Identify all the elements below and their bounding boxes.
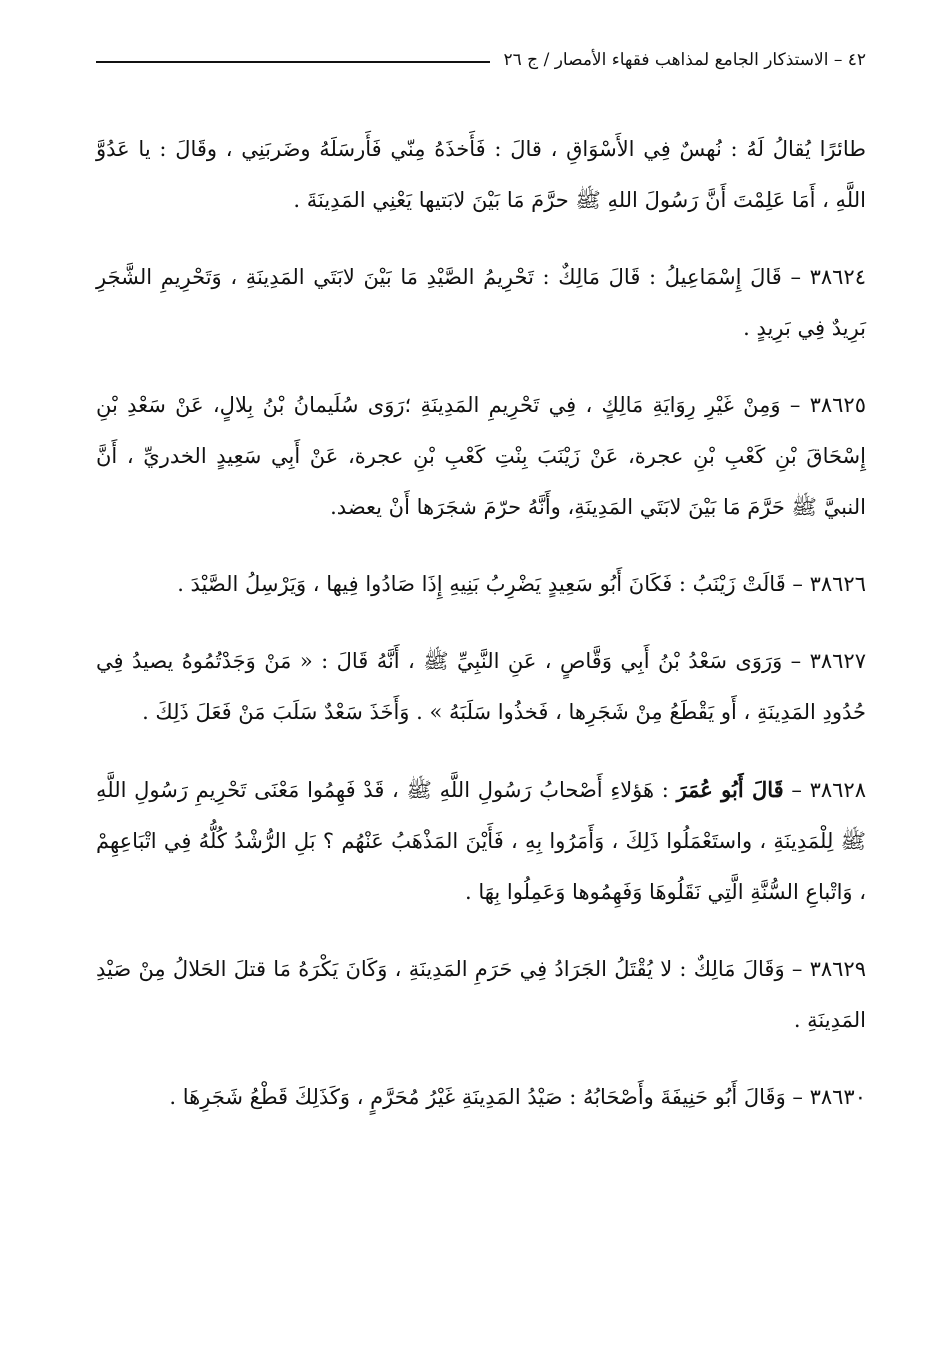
paragraph-38626 [96,559,866,610]
paragraph-text: – قَالَتْ زَيْنَبُ : فَكَانَ أَبُو سَعِيدٍ يَضْرِبُ بَنِيهِ إِذَا صَادُوا فِيها ، وَيَرْسِلُ الصَّيْدَ . [177,572,810,596]
paragraph-number: ٣٨٦٢٩ [809,957,866,981]
header-title: ٤٢ – الاستذكار الجامع لمذاهب فقهاء الأمصار / ج ٢٦ [503,50,866,70]
paragraph-text: : هَؤلاءِ أَصْحابُ رَسُولِ اللَّهِ ﷺ ، قَدْ فَهِمُوا مَعْنَى تَحْرِيمِ رَسُولِ اللَّهِ ﷺ لِلْمَدِينَةِ ، واستَعْمَلُوا ذَلِكَ ، وَأَمَرُوا بِهِ ، فَأَيْنَ المَذْهَبُ عَنْهُم ؟ بَلِ الرُّشْدُ كُلُّهُ فِي اتْبَاعِهِمْ ، وَاتْباعِ السُّنَّةِ الَّتِي نَقَلُوهَا وَفَهِمُوها وَعَمِلُوا بِهَا . [96,778,866,904]
book-page [96,40,866,1340]
paragraph-38625 [96,380,866,533]
paragraph-text: – وَرَوَى سَعْدُ بْنُ أَبِي وَقَّاصٍ ، عَنِ النَّبِيِّ ﷺ ، أَنَّهُ قَالَ : « مَنْ وَجَدْتُمُوهُ يصيدُ فِي حُدُودِ المَدِينَةِ ، أَو يَقْطَعُ مِنْ شَجَرِها ، فَخذُوا سَلَبَهُ » . وَأَخَذَ سَعْدٌ سَلَبَ مَنْ فَعَلَ ذَلِكَ . [96,649,866,724]
paragraph-number: ٣٨٦٢٧ [809,649,866,673]
paragraph-38624 [96,252,866,354]
paragraph-number: ٣٨٦٢٥ [809,393,866,417]
paragraph-number: ٣٨٦٢٨ [809,778,866,802]
paragraph-number: ٣٨٦٢٤ [809,265,866,289]
paragraph-continuation [96,124,866,226]
paragraph-number: ٣٨٦٣٠ [809,1085,866,1109]
body-text [96,124,866,1123]
paragraph-text: – وَقَالَ مَالِكٌ : لا يُقْتَلُ الجَرَادُ فِي حَرَمِ المَدِينَةِ ، وَكَانَ يَكْرَهُ مَا قتلَ الحَلالُ مِنْ صَيْدِ المَدِينَةِ . [96,957,866,1032]
paragraph-38629 [96,944,866,1046]
paragraph-text: – وَقَالَ أَبُو حَنِيفَةَ وأَصْحَابُهُ : صَيْدُ المَدِينَةِ غَيْرُ مُحَرَّمٍ ، وَكَذَلِكَ قَطْعُ شَجَرِهَا . [169,1085,810,1109]
running-header [96,40,866,80]
paragraph-38628: ٣٨٦٢٨ – قَالَ أَبُو عُمَرَ : هَؤلاءِ أَصْحابُ رَسُولِ اللَّهِ ﷺ ، قَدْ فَهِمُوا مَعْنَى تَحْرِيمِ رَسُولِ اللَّهِ ﷺ لِلْمَدِينَةِ ، واستَعْمَلُوا ذَلِكَ ، وَأَمَرُوا بِهِ ، فَأَيْنَ المَذْهَبُ عَنْهُم ؟ بَلِ الرُّشْدُ كُلُّهُ فِي اتْبَاعِهِمْ ، وَاتْباعِ السُّنَّةِ الَّتِي نَقَلُوهَا وَفَهِمُوها وَعَمِلُوا بِهَا . [96,777,866,904]
header-rule [96,61,490,63]
paragraph-text: – وَمِنْ غَيْرِ رِوَايَةِ مَالِكٍ ، فِي تَحْرِيمِ المَدِينَةِ ؛رَوَى سُلَيمانُ بْنُ بِلالٍ، عَنْ سَعْدِ بْنِ إِسْحَاقَ بْنِ كَعْبِ بْنِ عجرة، عَنْ زَيْنَبَ بِنْتِ كَعْبِ بْنِ عجرة، عَنْ أَبِي سَعِيدٍ الخدريِّ ، أَنَّ النبيَّ ﷺ حَرَّمَ مَا بَيْنَ لابَتَي المَدِينَةِ، وأَنَّهُ حرّمَ شجَرَها أَنْ يعضد. [96,393,866,519]
paragraph-number: ٣٨٦٢٦ [809,572,866,596]
paragraph-text: – قَالَ إِسْمَاعِيلُ : قَالَ مَالِكٌ : تَحْرِيمُ الصَّيْدِ مَا بَيْنَ لابَتَي المَدِينَةِ ، وَتَحْرِيمِ الشَّجَرِ بَرِيدٌ فِي بَرِيدٍ . [96,265,866,340]
paragraph-38630 [96,1072,866,1123]
paragraph-text: طائرًا يُقالُ لَهُ : نُهسٌ فِي الأَسْوَاقِ ، قالَ : فَأَخذَهُ مِنّي فَأَرسَلَهُ وضَربَنِي ، وقَالَ : يا عَدُوَّ اللَّهِ ، أَمَا عَلِمْتَ أَنَّ رَسُولَ اللهِ ﷺ حرَّمَ مَا بَيْنَ لابَتيها يَعْنِي المَدِينَةَ . [96,137,866,212]
speaker-name: قَالَ أَبُو عُمَرَ [676,777,784,802]
paragraph-38627 [96,636,866,738]
